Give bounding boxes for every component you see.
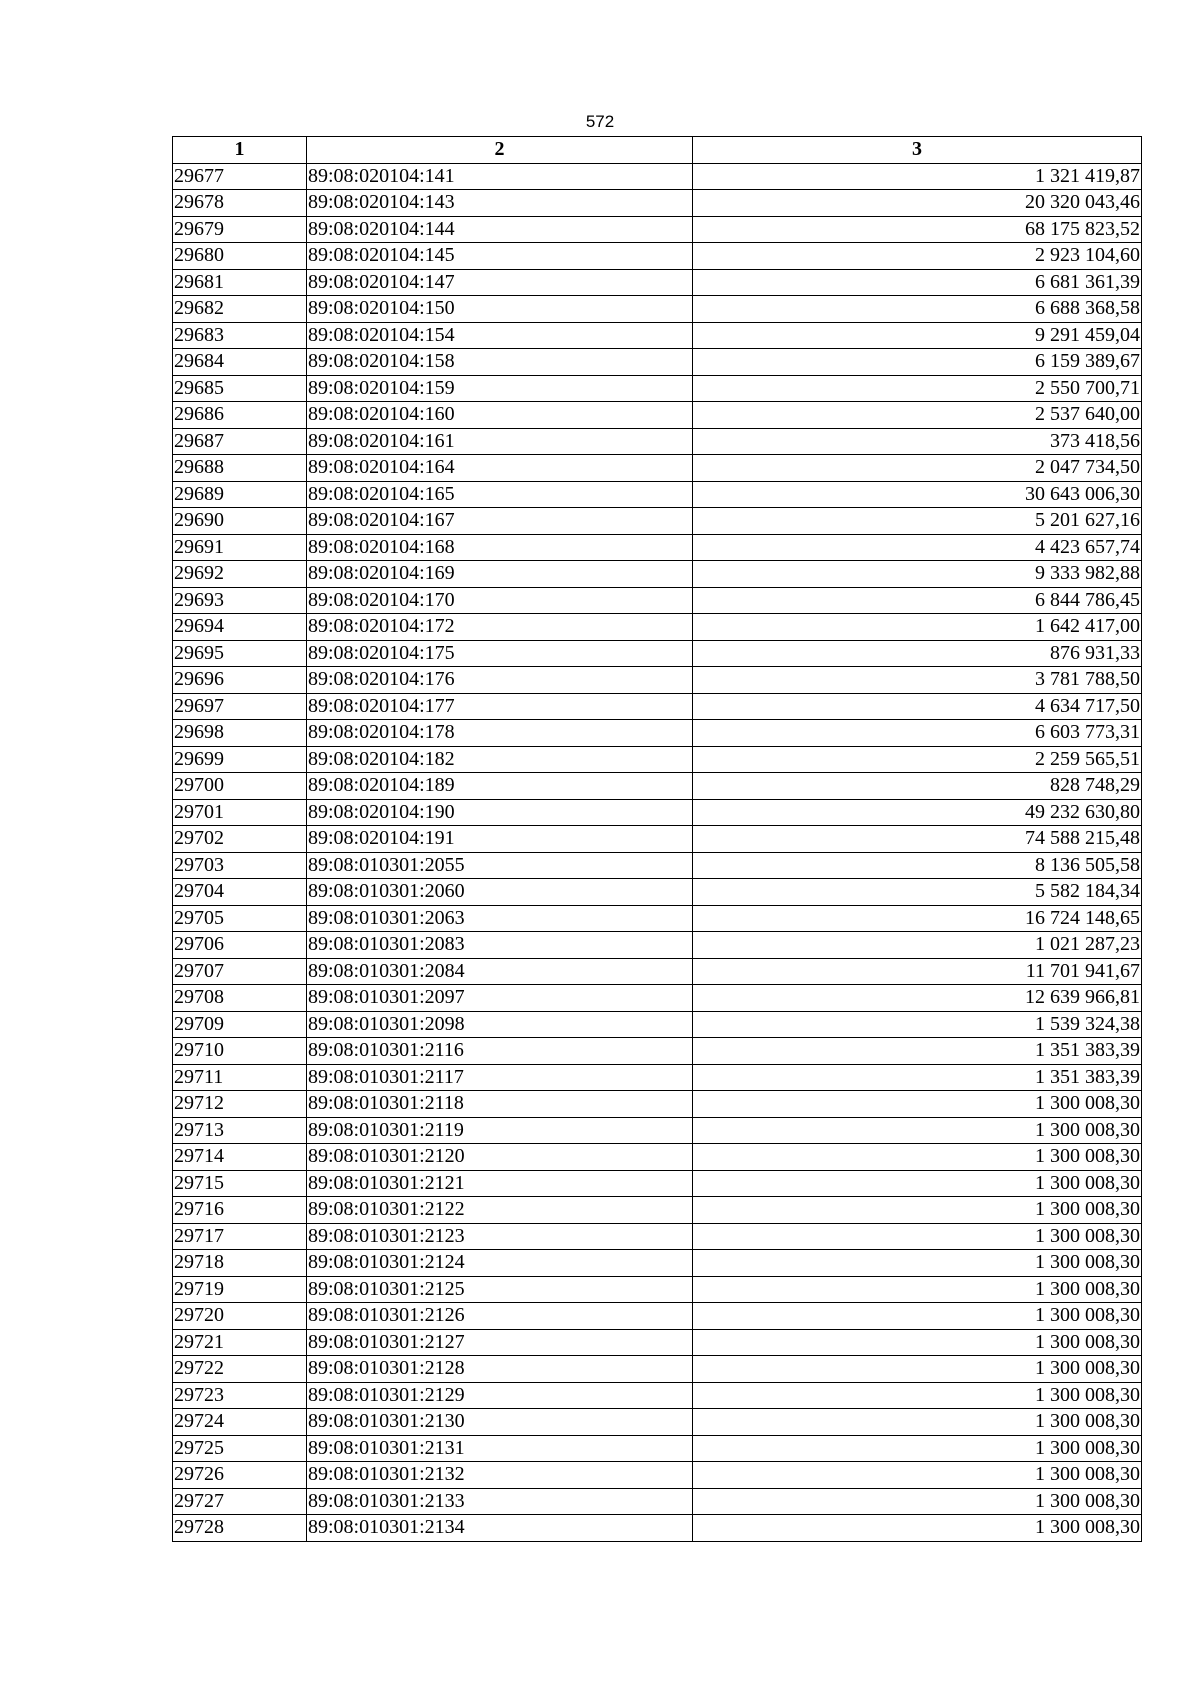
cadastral-number: 89:08:020104:141 bbox=[307, 163, 693, 190]
row-number: 29713 bbox=[173, 1117, 307, 1144]
row-number: 29719 bbox=[173, 1276, 307, 1303]
row-number: 29718 bbox=[173, 1250, 307, 1277]
table-row bbox=[173, 561, 1142, 588]
table-row bbox=[173, 1064, 1142, 1091]
row-number: 29711 bbox=[173, 1064, 307, 1091]
cadastral-number: 89:08:020104:170 bbox=[307, 587, 693, 614]
cadastral-value: 30 643 006,30 bbox=[693, 481, 1142, 508]
cadastral-number: 89:08:020104:168 bbox=[307, 534, 693, 561]
cadastral-value: 1 642 417,00 bbox=[693, 614, 1142, 641]
cadastral-number: 89:08:010301:2097 bbox=[307, 985, 693, 1012]
cadastral-value: 1 351 383,39 bbox=[693, 1064, 1142, 1091]
cadastral-value: 2 923 104,60 bbox=[693, 243, 1142, 270]
row-number: 29696 bbox=[173, 667, 307, 694]
table-row bbox=[173, 1117, 1142, 1144]
row-number: 29716 bbox=[173, 1197, 307, 1224]
row-number: 29692 bbox=[173, 561, 307, 588]
row-number: 29693 bbox=[173, 587, 307, 614]
table-row bbox=[173, 1250, 1142, 1277]
cadastral-value: 12 639 966,81 bbox=[693, 985, 1142, 1012]
column-header-1: 1 bbox=[173, 137, 307, 164]
cadastral-value: 6 681 361,39 bbox=[693, 269, 1142, 296]
table-row bbox=[173, 693, 1142, 720]
row-number: 29691 bbox=[173, 534, 307, 561]
cadastral-number: 89:08:010301:2117 bbox=[307, 1064, 693, 1091]
cadastral-number: 89:08:020104:182 bbox=[307, 746, 693, 773]
cadastral-number: 89:08:020104:159 bbox=[307, 375, 693, 402]
row-number: 29697 bbox=[173, 693, 307, 720]
cadastral-value: 68 175 823,52 bbox=[693, 216, 1142, 243]
cadastral-number: 89:08:020104:189 bbox=[307, 773, 693, 800]
cadastral-number: 89:08:020104:160 bbox=[307, 402, 693, 429]
cadastral-number: 89:08:010301:2116 bbox=[307, 1038, 693, 1065]
cadastral-number: 89:08:010301:2127 bbox=[307, 1329, 693, 1356]
table-row bbox=[173, 932, 1142, 959]
row-number: 29702 bbox=[173, 826, 307, 853]
cadastral-value: 1 300 008,30 bbox=[693, 1223, 1142, 1250]
table-row bbox=[173, 322, 1142, 349]
cadastral-number: 89:08:020104:164 bbox=[307, 455, 693, 482]
cadastral-number: 89:08:010301:2124 bbox=[307, 1250, 693, 1277]
cadastral-value: 8 136 505,58 bbox=[693, 852, 1142, 879]
cadastral-number: 89:08:010301:2084 bbox=[307, 958, 693, 985]
row-number: 29724 bbox=[173, 1409, 307, 1436]
cadastral-value: 1 300 008,30 bbox=[693, 1303, 1142, 1330]
table-row bbox=[173, 349, 1142, 376]
table-row bbox=[173, 1329, 1142, 1356]
cadastral-number: 89:08:020104:144 bbox=[307, 216, 693, 243]
row-number: 29723 bbox=[173, 1382, 307, 1409]
cadastral-value: 373 418,56 bbox=[693, 428, 1142, 455]
cadastral-number: 89:08:010301:2131 bbox=[307, 1435, 693, 1462]
cadastral-value: 1 300 008,30 bbox=[693, 1091, 1142, 1118]
cadastral-value: 1 300 008,30 bbox=[693, 1170, 1142, 1197]
table-body bbox=[173, 163, 1142, 1541]
table-row bbox=[173, 1462, 1142, 1489]
cadastral-value: 5 582 184,34 bbox=[693, 879, 1142, 906]
table-row bbox=[173, 1303, 1142, 1330]
cadastral-value: 5 201 627,16 bbox=[693, 508, 1142, 535]
table-header bbox=[173, 137, 1142, 164]
cadastral-number: 89:08:020104:167 bbox=[307, 508, 693, 535]
table-row bbox=[173, 402, 1142, 429]
table-row bbox=[173, 1488, 1142, 1515]
cadastral-value: 1 300 008,30 bbox=[693, 1250, 1142, 1277]
table-row bbox=[173, 1144, 1142, 1171]
row-number: 29678 bbox=[173, 190, 307, 217]
row-number: 29683 bbox=[173, 322, 307, 349]
cadastral-number: 89:08:020104:158 bbox=[307, 349, 693, 376]
table-row bbox=[173, 190, 1142, 217]
cadastral-number: 89:08:010301:2098 bbox=[307, 1011, 693, 1038]
table-row bbox=[173, 481, 1142, 508]
row-number: 29704 bbox=[173, 879, 307, 906]
table-row bbox=[173, 587, 1142, 614]
table-row bbox=[173, 773, 1142, 800]
cadastral-value: 1 021 287,23 bbox=[693, 932, 1142, 959]
cadastral-number: 89:08:010301:2060 bbox=[307, 879, 693, 906]
cadastral-value: 1 300 008,30 bbox=[693, 1382, 1142, 1409]
row-number: 29688 bbox=[173, 455, 307, 482]
table-row bbox=[173, 455, 1142, 482]
cadastral-value: 1 351 383,39 bbox=[693, 1038, 1142, 1065]
row-number: 29725 bbox=[173, 1435, 307, 1462]
cadastral-value: 1 300 008,30 bbox=[693, 1276, 1142, 1303]
cadastral-value: 16 724 148,65 bbox=[693, 905, 1142, 932]
row-number: 29687 bbox=[173, 428, 307, 455]
cadastral-number: 89:08:010301:2134 bbox=[307, 1515, 693, 1542]
cadastral-value: 1 539 324,38 bbox=[693, 1011, 1142, 1038]
row-number: 29712 bbox=[173, 1091, 307, 1118]
cadastral-value: 1 300 008,30 bbox=[693, 1144, 1142, 1171]
row-number: 29694 bbox=[173, 614, 307, 641]
row-number: 29705 bbox=[173, 905, 307, 932]
table-row bbox=[173, 905, 1142, 932]
cadastral-value: 1 300 008,30 bbox=[693, 1329, 1142, 1356]
table-row bbox=[173, 1515, 1142, 1542]
table-row bbox=[173, 1170, 1142, 1197]
row-number: 29701 bbox=[173, 799, 307, 826]
row-number: 29684 bbox=[173, 349, 307, 376]
cadastral-number: 89:08:010301:2132 bbox=[307, 1462, 693, 1489]
table-row bbox=[173, 1276, 1142, 1303]
table-row bbox=[173, 1091, 1142, 1118]
row-number: 29709 bbox=[173, 1011, 307, 1038]
cadastral-value: 3 781 788,50 bbox=[693, 667, 1142, 694]
cadastral-number: 89:08:010301:2121 bbox=[307, 1170, 693, 1197]
cadastral-value: 1 300 008,30 bbox=[693, 1462, 1142, 1489]
row-number: 29680 bbox=[173, 243, 307, 270]
cadastral-value: 6 603 773,31 bbox=[693, 720, 1142, 747]
table-row bbox=[173, 879, 1142, 906]
cadastral-number: 89:08:020104:176 bbox=[307, 667, 693, 694]
cadastral-value: 1 300 008,30 bbox=[693, 1435, 1142, 1462]
row-number: 29703 bbox=[173, 852, 307, 879]
table-row bbox=[173, 852, 1142, 879]
cadastral-value: 9 333 982,88 bbox=[693, 561, 1142, 588]
row-number: 29707 bbox=[173, 958, 307, 985]
cadastral-value: 6 844 786,45 bbox=[693, 587, 1142, 614]
table-row bbox=[173, 163, 1142, 190]
table-row bbox=[173, 269, 1142, 296]
row-number: 29721 bbox=[173, 1329, 307, 1356]
row-number: 29699 bbox=[173, 746, 307, 773]
cadastral-number: 89:08:020104:150 bbox=[307, 296, 693, 323]
table-row bbox=[173, 1223, 1142, 1250]
cadastral-number: 89:08:010301:2122 bbox=[307, 1197, 693, 1224]
table-row bbox=[173, 296, 1142, 323]
table-row bbox=[173, 720, 1142, 747]
row-number: 29686 bbox=[173, 402, 307, 429]
cadastral-value: 1 300 008,30 bbox=[693, 1409, 1142, 1436]
cadastral-value: 20 320 043,46 bbox=[693, 190, 1142, 217]
row-number: 29677 bbox=[173, 163, 307, 190]
cadastral-value: 1 300 008,30 bbox=[693, 1356, 1142, 1383]
table-row bbox=[173, 1435, 1142, 1462]
row-number: 29715 bbox=[173, 1170, 307, 1197]
table-row bbox=[173, 243, 1142, 270]
cadastral-number: 89:08:020104:191 bbox=[307, 826, 693, 853]
table-row bbox=[173, 1382, 1142, 1409]
row-number: 29722 bbox=[173, 1356, 307, 1383]
cadastral-number: 89:08:010301:2119 bbox=[307, 1117, 693, 1144]
column-header-3: 3 bbox=[693, 137, 1142, 164]
table-row bbox=[173, 534, 1142, 561]
row-number: 29728 bbox=[173, 1515, 307, 1542]
table-row bbox=[173, 1409, 1142, 1436]
cadastral-number: 89:08:010301:2055 bbox=[307, 852, 693, 879]
cadastral-value: 876 931,33 bbox=[693, 640, 1142, 667]
cadastral-value-table bbox=[172, 136, 1142, 1542]
table-row bbox=[173, 746, 1142, 773]
table-row bbox=[173, 985, 1142, 1012]
cadastral-value: 2 259 565,51 bbox=[693, 746, 1142, 773]
row-number: 29685 bbox=[173, 375, 307, 402]
row-number: 29717 bbox=[173, 1223, 307, 1250]
row-number: 29720 bbox=[173, 1303, 307, 1330]
row-number: 29689 bbox=[173, 481, 307, 508]
cadastral-value: 1 300 008,30 bbox=[693, 1117, 1142, 1144]
cadastral-value: 2 550 700,71 bbox=[693, 375, 1142, 402]
row-number: 29726 bbox=[173, 1462, 307, 1489]
row-number: 29710 bbox=[173, 1038, 307, 1065]
row-number: 29690 bbox=[173, 508, 307, 535]
cadastral-value: 74 588 215,48 bbox=[693, 826, 1142, 853]
cadastral-number: 89:08:010301:2129 bbox=[307, 1382, 693, 1409]
row-number: 29682 bbox=[173, 296, 307, 323]
row-number: 29700 bbox=[173, 773, 307, 800]
cadastral-value: 49 232 630,80 bbox=[693, 799, 1142, 826]
cadastral-number: 89:08:020104:169 bbox=[307, 561, 693, 588]
cadastral-value: 1 321 419,87 bbox=[693, 163, 1142, 190]
cadastral-number: 89:08:020104:143 bbox=[307, 190, 693, 217]
table-row bbox=[173, 1356, 1142, 1383]
cadastral-number: 89:08:020104:177 bbox=[307, 693, 693, 720]
cadastral-value: 11 701 941,67 bbox=[693, 958, 1142, 985]
cadastral-number: 89:08:010301:2126 bbox=[307, 1303, 693, 1330]
cadastral-value: 6 688 368,58 bbox=[693, 296, 1142, 323]
row-number: 29698 bbox=[173, 720, 307, 747]
cadastral-number: 89:08:010301:2123 bbox=[307, 1223, 693, 1250]
cadastral-number: 89:08:010301:2133 bbox=[307, 1488, 693, 1515]
page-number: 572 bbox=[585, 112, 615, 131]
cadastral-number: 89:08:010301:2120 bbox=[307, 1144, 693, 1171]
table-row bbox=[173, 614, 1142, 641]
table-row bbox=[173, 216, 1142, 243]
cadastral-number: 89:08:010301:2128 bbox=[307, 1356, 693, 1383]
cadastral-number: 89:08:020104:161 bbox=[307, 428, 693, 455]
cadastral-number: 89:08:010301:2130 bbox=[307, 1409, 693, 1436]
table-row bbox=[173, 375, 1142, 402]
table-row bbox=[173, 1038, 1142, 1065]
table-row bbox=[173, 826, 1142, 853]
cadastral-value: 1 300 008,30 bbox=[693, 1488, 1142, 1515]
cadastral-number: 89:08:020104:165 bbox=[307, 481, 693, 508]
cadastral-number: 89:08:020104:175 bbox=[307, 640, 693, 667]
cadastral-value: 4 634 717,50 bbox=[693, 693, 1142, 720]
cadastral-number: 89:08:020104:178 bbox=[307, 720, 693, 747]
table-row bbox=[173, 667, 1142, 694]
row-number: 29714 bbox=[173, 1144, 307, 1171]
cadastral-number: 89:08:020104:145 bbox=[307, 243, 693, 270]
row-number: 29708 bbox=[173, 985, 307, 1012]
cadastral-value: 2 047 734,50 bbox=[693, 455, 1142, 482]
cadastral-number: 89:08:020104:190 bbox=[307, 799, 693, 826]
cadastral-number: 89:08:010301:2125 bbox=[307, 1276, 693, 1303]
cadastral-value: 1 300 008,30 bbox=[693, 1515, 1142, 1542]
cadastral-value: 4 423 657,74 bbox=[693, 534, 1142, 561]
table-row bbox=[173, 1197, 1142, 1224]
cadastral-value: 828 748,29 bbox=[693, 773, 1142, 800]
cadastral-value: 2 537 640,00 bbox=[693, 402, 1142, 429]
row-number: 29706 bbox=[173, 932, 307, 959]
cadastral-value: 6 159 389,67 bbox=[693, 349, 1142, 376]
cadastral-number: 89:08:020104:172 bbox=[307, 614, 693, 641]
table-row bbox=[173, 958, 1142, 985]
table-row bbox=[173, 508, 1142, 535]
table-row bbox=[173, 640, 1142, 667]
row-number: 29679 bbox=[173, 216, 307, 243]
header-row bbox=[173, 137, 1142, 164]
cadastral-number: 89:08:010301:2118 bbox=[307, 1091, 693, 1118]
table-row bbox=[173, 428, 1142, 455]
row-number: 29727 bbox=[173, 1488, 307, 1515]
table-row bbox=[173, 799, 1142, 826]
cadastral-value: 9 291 459,04 bbox=[693, 322, 1142, 349]
row-number: 29681 bbox=[173, 269, 307, 296]
cadastral-number: 89:08:020104:147 bbox=[307, 269, 693, 296]
table-row bbox=[173, 1011, 1142, 1038]
column-header-2: 2 bbox=[307, 137, 693, 164]
cadastral-number: 89:08:010301:2063 bbox=[307, 905, 693, 932]
cadastral-number: 89:08:020104:154 bbox=[307, 322, 693, 349]
cadastral-value: 1 300 008,30 bbox=[693, 1197, 1142, 1224]
cadastral-number: 89:08:010301:2083 bbox=[307, 932, 693, 959]
row-number: 29695 bbox=[173, 640, 307, 667]
